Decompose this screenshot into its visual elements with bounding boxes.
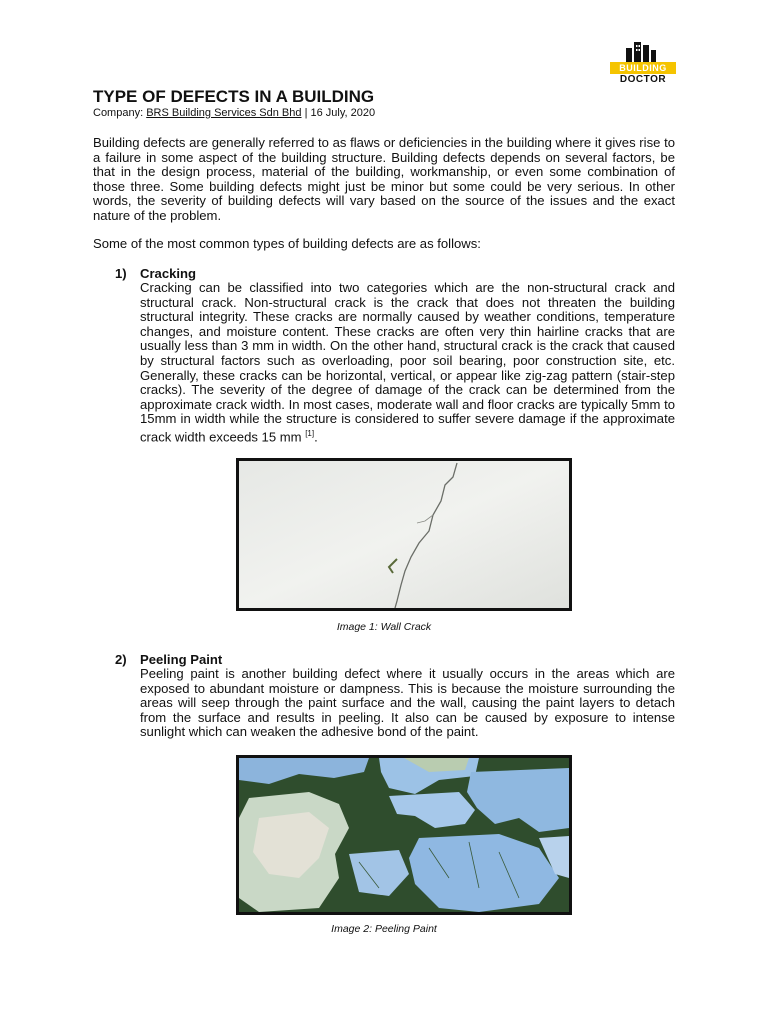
reference-link[interactable]: [1] (305, 428, 315, 438)
company-line (93, 107, 375, 119)
image-caption: Image 1: Wall Crack (336, 621, 432, 633)
image-caption: Image 2: Peeling Paint (331, 923, 437, 935)
buildings-icon (624, 40, 658, 62)
wall-crack-image (236, 458, 572, 611)
logo-top-text: BUILDING (610, 62, 676, 74)
item-heading: Peeling Paint (140, 652, 223, 667)
item-number: 2) (115, 652, 127, 667)
company-link[interactable]: BRS Building Services Sdn Bhd (146, 107, 302, 119)
intro-paragraph: Building defects are generally referred to as flaws or deficiencies in the building where it gives rise to a failure in some aspect of the building structure. Building defects depends on several factors, be that in the design process, material of the building, workmanship, or even some combination of those three. Some building defects might just be minor but some could be very serious. In other words, the severity of building defects will vary based on the source of the issues and the exact nature of the problem. (93, 135, 675, 223)
item-heading: Cracking (140, 266, 197, 281)
logo-bottom-text: DOCTOR (619, 74, 667, 85)
company-label: Company: (93, 107, 147, 119)
item-body-text: Cracking can be classified into two categories which are the non-structural crack and structural crack. Non-structural crack is the crack that does not threaten the building structural integrity. These cracks are normally caused by weather conditions, temperature changes, and moisture content. These cracks are often very thin hairline cracks that are usually less than 3 mm in width. On the other hand, structural crack is the crack that caused by structural factors such as overloading, poor soil bearing, poor construction site, etc. Generally, these cracks can be horizontal, vertical, or appear like zig-zag pattern (stair-step cracks). The severity of the degree of damage of the crack can be determined from the approximate crack width. In most cases, moderate wall and floor cracks are typically 5mm to 15mm in width while the structure is considered to suffer severe damage if the approximate crack width exceeds 15 mm (140, 280, 675, 445)
list-intro: Some of the most common types of building defects are as follows: (93, 236, 481, 251)
item-number: 1) (115, 266, 127, 281)
item-body (140, 281, 675, 445)
date-text: | 16 July, 2020 (301, 107, 376, 119)
item-body: Peeling paint is another building defect where it usually occurs in the areas which are exposed to abundant moisture or dampness. This is because the moisture surrounding the areas will seep through the paint surface and the wall, causing the paint layers to detach from the surface and results in peeling. It also can be caused by exposure to intense sunlight which can weaken the adhesive bond of the paint. (140, 666, 675, 740)
peeling-paint-image (236, 755, 572, 915)
item-body-end: . (314, 429, 318, 445)
building-doctor-logo (606, 40, 676, 86)
page-title: TYPE OF DEFECTS IN A BUILDING (93, 87, 375, 106)
